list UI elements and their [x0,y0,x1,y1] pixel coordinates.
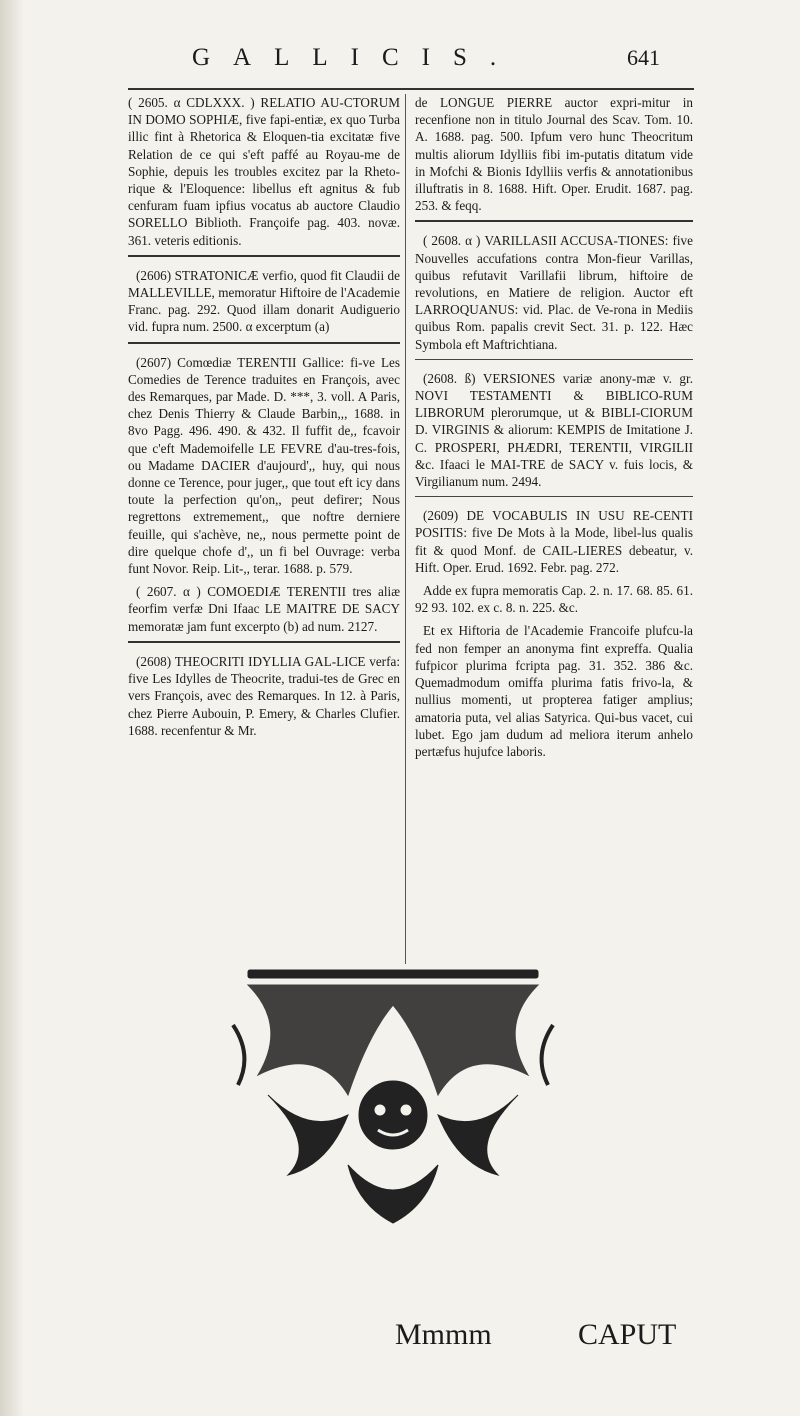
signature-mark: Mmmm [395,1318,492,1351]
gutter-shadow [0,0,24,1416]
ornament-eye-right [400,1104,412,1116]
entry-divider [128,641,400,643]
ornament-leaf-left [268,1095,348,1175]
entry-vocabulis: (2609) DE VOCABULIS IN USU RE-CENTI POSITIS: five De Mots à la Mode, libel-lus qualis fit & quod Monf. de CAIL-LIERES debeatur, v. Hift. Oper. Erud. 1692. Febr. pag. 272. [415,508,693,575]
ornament-tendril-left [233,1025,244,1085]
entry-relatio: ( 2605. α CDLXXX. ) RELATIO AU-CTORUM IN DOMO SOPHIÆ, five fapi-entiæ, ex quo Turba illic fint à Rhetorica & Eloquen-tia excitatæ five Relation de ce qui s'eft paffé au Royau-me de Sophie, depuis les troubles excitez par la Rheto-rique & l'Eloquence: libellus eft agnitus & fub cenfuram fuam ipfius vocatus ab auctore Claudio SORELLO Biblioth. Françoife pag. 403. novæ. 361. veteris editionis. [128,95,400,248]
entry-theocriti: (2608) THEOCRITI IDYLLIA GAL-LICE verfa: five Les Idylles de Theocrite, tradui-tes de Grec en vers François, avec des Remarques. In 12. à Paris, chez Pierre Aubouin, P. Emery, & Charles Clufier. 1688. recenfentur & Mr. [128,653,400,738]
page-number: 641 [627,45,660,70]
entry-divider [415,359,693,360]
entry-versiones: (2608. ß) VERSIONES variæ anony-mæ v. gr. NOVI TESTAMENTI & BIBLICO-RUM LIBRORUM plerorumque, ut & BIBLI-CIORUM D. VIRGINIS & aliorum: KEMPIS de Imitatione J. C. PROSPERI, PHÆDRI, TERENTII, VIRGILII &c. Ifaaci le MAI-TRE de SACY v. fuis locis, & Virgilianum num. 2494. [415,370,693,490]
column-divider [405,94,406,964]
left-column [128,94,400,745]
entry-historia: Et ex Hiftoria de l'Academie Francoife plufcu-la fed non femper an anonyma fint expreffa. Qualia fufpicor plurima fcripta pag. 31. 352. 386 &c. Quemadmodum omiffa plurima fatis frivo-la, & nullius momenti, ut propterea fatiger amplius; amatoria puta, vel alias Satyrica. Qui-bus vacet, cui lubet. Ego jam dudum ad meliora iterum anhelo pertæfus hujufce laboris. [415,623,693,759]
entry-terentii-comoediae: (2607) Comœdiæ TERENTII Gallice: fi-ve Les Comedies de Terence traduites en François, avec des Remarques, par Made. D. ***, 3. voll. A Paris, chez Denis Thierry & Claude Barbin,,, 1688. in 8vo Pagg. 496. 490. & 432. Il fuffit de,, fcavoir que c'eft Mademoifelle LE FEVRE d'au-tres-fois, ou Madame DACIER d'aujourd',, huy, qui nous donne ce Terence, pour juger,, que tout eft icy dans toute la perfection qu'on,, peut defirer; Nous regrettons extremement,, que noftre derniere feuille, qui s'achève, ne,, nous permette point de dire quelque chofe d',, un fi bel Ouvrage: verba funt Novor. Reip. Lit-,, terar. 1688. p. 579. [128,354,400,577]
running-title: GALLICIS. [192,44,520,71]
page-header [0,38,800,78]
ornament-leaf-right [438,1095,518,1175]
ornament-eye-left [374,1104,386,1116]
entry-divider [415,496,693,497]
header-rule [128,88,694,90]
entry-varillasii: ( 2608. α ) VARILLASII ACCUSA-TIONES: five Nouvelles accufations contra Mon-fieur Varillas, quibus refutavit Varillafii librum, hiftoire de revolutions, en Matiere de religion. Auctor eft LARROQUANUS: vid. Plac. de Ve-rona in Mediis quibus Rom. papalis crevit Sect. 31. p. 122. Hæc Symbola eft Maftrichtiana. [415,233,693,352]
entry-terentii-aliae: ( 2607. α ) COMOEDIÆ TERENTII tres aliæ feorfim verfæ Dni Ifaac LE MAITRE DE SACY memoratæ jam funt excerpto (b) ad num. 2127. [128,584,400,634]
ornament-tendril-right [542,1025,553,1085]
page-footer [0,1318,800,1358]
ornament-scroll [248,985,538,1095]
floral-tailpiece-icon [228,965,558,1230]
ornament-pendant [348,1165,438,1223]
entry-theocriti-cont: de LONGUE PIERRE auctor expri-mitur in recenfione non in titulo Journal des Scav. Tom. 10. A. 1688. pag. 500. Ipfum vero hunc Theocritum multis aliorum Idylliis fibi im-putatis ditatum vide in Mofchi & Bionis Idylliis verfis & annotationibus illuftratis in 8. 1688. Hift. Oper. Erudit. 1687. pag. 253. & feqq. [415,95,693,214]
right-column [415,94,693,766]
entry-divider [128,255,400,257]
entry-adde: Adde ex fupra memoratis Cap. 2. n. 17. 68. 85. 61. 92 93. 102. ex c. 8. n. 225. &c. [415,583,693,616]
entry-divider [128,342,400,344]
entry-divider [415,220,693,222]
ornament-mask [359,1081,427,1149]
ornament-band-top [248,970,538,978]
catchword: CAPUT [578,1318,677,1351]
entry-stratonica: (2606) STRATONICÆ verfio, quod fit Claudii de MALLEVILLE, memoratur Hiftoire de l'Academie Franc. pag. 292. Quod illam donarit Audiguerio vid. fupra num. 2500. α excerptum (a) [128,267,400,335]
